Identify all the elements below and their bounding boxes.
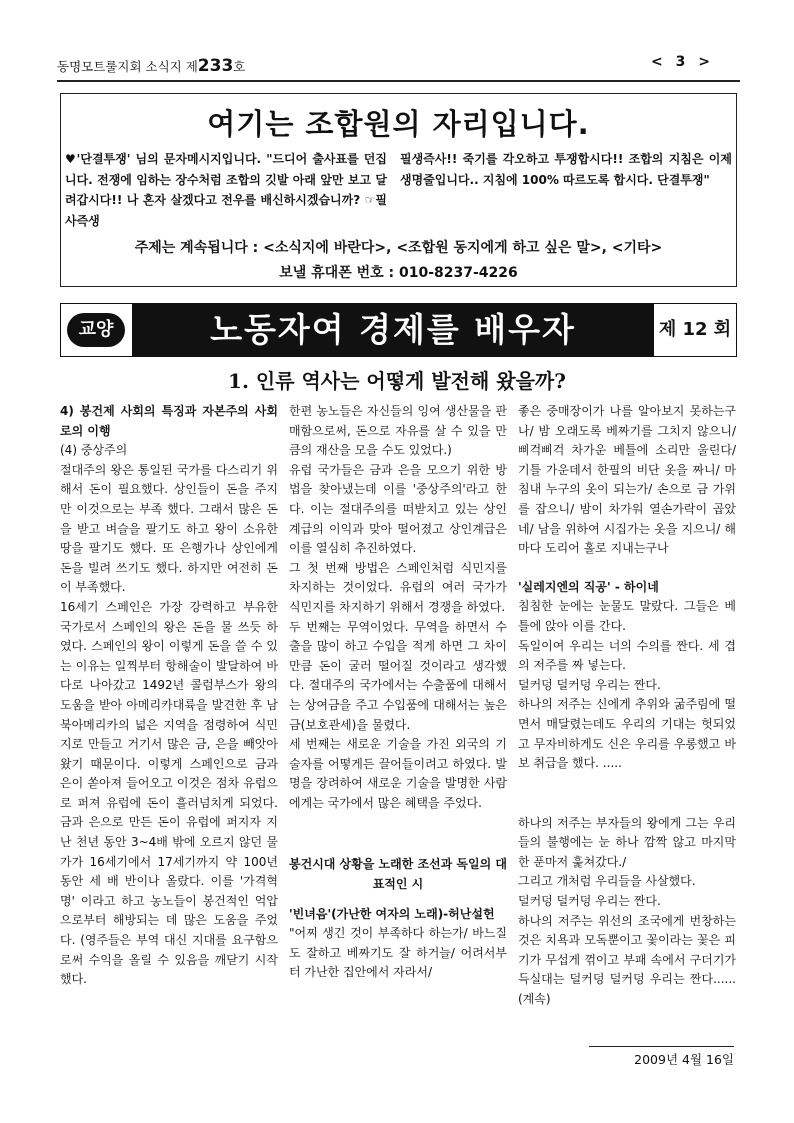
newsletter-name: 동명모트룰지회 소식지 제	[57, 59, 198, 74]
category-badge-label: 교양	[67, 313, 125, 347]
col3-p3: 독일이여 우리는 너의 수의를 짠다. 세 겹의 저주를 짜 넣는다.	[518, 638, 736, 673]
col2-p5: 세 번째는 새로운 기술을 가진 외국의 기술자를 어떻게든 끌어들이려고 하였다. 발명을 장려하여 새로운 기술을 발명한 사람에게는 국가에서 많은 혜택을 주었다.	[289, 737, 507, 810]
issue-suffix: 호	[233, 59, 246, 74]
col1-sub2: (4) 중상주의	[60, 443, 128, 458]
col3-p1: 좋은 중매장이가 나를 알아보지 못하는구나/ 밤 오래도록 베짜기를 그치지 않으니/ 삐걱삐걱 차가운 베틀에 소리만 울린다/ 기틀 가운데서 한필의 비단 옷을 짜니/ 마침내 누구의 옷이 되는가/ 손으로 금 가위를 잡으니/ 밤이 차가워 열손가락이 곱았네/ 남을 위하여 시집가는 옷을 지으니/ 해마다 도리어 홀로 지내는구나	[518, 404, 736, 556]
poem-title-1: '빈녀음'(가난한 여자의 노래)-허난설헌	[289, 906, 495, 921]
col2-p3: 그 첫 번째 방법은 스페인처럼 식민지를 차지하는 것이었다. 유럽의 여러 국가가 식민지를 차지하기 위해서 경쟁을 하였다.	[289, 560, 507, 614]
header-divider	[57, 80, 740, 82]
column-2	[289, 402, 507, 983]
col3-p5: 하나의 저주는 신에게 추위와 굶주림에 떨면서 매달렸는데도 우리의 기대는 헛되었고 무자비하게도 신은 우리를 우롱했고 바보 취급을 했다. .....	[518, 697, 736, 771]
poem-title-2: '실레지엔의 직공' - 하이네	[518, 579, 659, 594]
col2-p4: 두 번째는 무역이었다. 무역을 하면서 수출을 많이 하고 수입을 적게 하면 그 차이만큼 돈이 굴러 떨어질 것이라고 생각했다. 절대주의 국가에서는 수출품에 대해서는 상여금을 주고 수입품에 대해서는 높은 금(보호관세)을 물렸다.	[289, 619, 507, 732]
col1-p2: 16세기 스페인은 가장 강력하고 부유한 국가로서 스페인의 왕은 돈을 물 쓰듯 하였다. 스페인의 왕이 이렇게 돈을 쓸 수 있는 이유는 일찍부터 항해술이 발달하여 바다로 나아갔고 1492년 콜럼부스가 왕의 도움을 받아 아메리카대륙을 발견한 후 남북아메리카의 넓은 지역을 점령하여 식민지로 만들고 거기서 많은 금, 은을 빼앗아왔기 때문이다. 이렇게 스페인으로 금과 은이 쏟아져 들어오고 이것은 점차 유럽으로 퍼져 유럽에 돈이 흘러넘치게 되었다. 금과 은으로 만든 돈이 유럽에 퍼지자 지난 천년 동안 3~4배 밖에 오르지 않던 물가가 16세기에서 17세기까지 약 100년 동안 세 배 반이나 올랐다. 이를 '가격혁명' 이라고 하고 농노들이 봉건적인 억압으로부터 해방되는 데 많은 도움을 주었다. (영주들은 부역 대신 지대를 요구함으로써 수익을 올릴 수 있음을 깨닫기 시작했다.	[60, 599, 278, 987]
col3-p8: 덜커덩 덜커덩 우리는 짠다.	[518, 894, 661, 909]
col3-p7: 그리고 개처럼 우리들을 사살했다.	[518, 874, 696, 889]
poem-heading: 봉건시대 상황을 노래한 조선과 독일의 대표적인 시	[289, 857, 507, 892]
col3-p2: 침침한 눈에는 눈물도 말랐다. 그들은 베틀에 앉아 이를 간다.	[518, 599, 736, 633]
col1-subtitle: 4) 봉건제 사회의 특징과 자본주의 사회로의 이행	[60, 404, 278, 438]
column-3	[518, 402, 736, 1010]
section-title: 1. 인류 역사는 어떻게 발전해 왔을까?	[228, 369, 566, 393]
col3-p4: 덜커덩 덜커덩 우리는 짠다.	[518, 677, 661, 692]
col2-p2: 유럽 국가들은 금과 은을 모으기 위한 방법을 찾아냈는데 이를 '중상주의'라고 한다. 이는 절대주의를 떠받치고 있는 상인 계급의 이익과 맞아 떨어졌고 상인계급은 이를 열심히 추진하였다.	[289, 462, 507, 556]
col3-p6: 하나의 저주는 부자들의 왕에게 그는 우리들의 불행에는 눈 하나 깜짝 않고 마지막 한 푼마저 훑쳐갔다./	[518, 815, 736, 869]
member-box	[60, 93, 737, 287]
column-1	[60, 402, 278, 990]
issue-date: 2009년 4월 16일	[589, 1046, 734, 1068]
banner-title: 노동자여 경제를 배우자	[133, 303, 653, 357]
newsletter-header	[57, 56, 245, 76]
message-right: 필생즉사!! 죽기를 각오하고 투쟁합시다!! 조합의 지침은 이제 생명줄입니다.. 지침에 100% 따르도록 합시다. 단결투쟁"	[400, 152, 732, 187]
col1-p1: 절대주의 왕은 통일된 국가를 다스리기 위해서 돈이 필요했다. 상인들이 돈을 주지만 이것으로는 부족 했다. 그래서 많은 돈을 받고 벼슬을 팔기도 하고 왕이 소유한 땅을 팔기도 했다. 또 은행가나 상인에게 돈을 빌려 쓰기도 했다. 하지만 여전히 돈이 부족했다.	[60, 462, 278, 595]
member-box-title: 여기는 조합원의 자리입니다.	[207, 107, 590, 141]
col2-p1: 한편 농노들은 자신들의 잉여 생산물을 판매함으로써, 돈으로 자유를 살 수 있을 만큼의 재산을 모을 수도 있었다.)	[289, 404, 507, 458]
col3-p9: 하나의 저주는 위선의 조국에게 번창하는 것은 치욕과 모독뿐이고 꽃이라는 꽃은 피기가 무섭게 꺾이고 부패 속에서 구더기가 득실대는 덜커덩 덜커덩 우리는 짠다......(계속)	[518, 913, 736, 1007]
topics-line: 주제는 계속됩니다 : <소식지에 바란다>, <조합원 동지에게 하고 싶은 말>, <기타>	[134, 240, 663, 256]
episode-label: 제 12 회	[653, 303, 737, 357]
phone-line: 보낼 휴대폰 번호 : 010-8237-4226	[279, 265, 518, 281]
poem-body-1: "어찌 생긴 것이 부족하다 하는가/ 바느질도 잘하고 베짜기도 잘 하거늘/ 어려서부터 가난한 집안에서 자라서/	[289, 926, 507, 980]
page-number: < 3 >	[651, 54, 714, 70]
message-left: ♥'단결투쟁' 님의 문자메시지입니다. "드디어 출사표를 던집니다. 전쟁에 임하는 장수처럼 조합의 깃발 아래 앞만 보고 달려갑시다!! 나 혼자 살겠다고 전우를 배신하시겠습니까? ☞필사즉생	[65, 152, 387, 228]
section-banner	[60, 303, 737, 357]
category-badge	[60, 303, 133, 357]
issue-number: 233	[197, 56, 234, 76]
